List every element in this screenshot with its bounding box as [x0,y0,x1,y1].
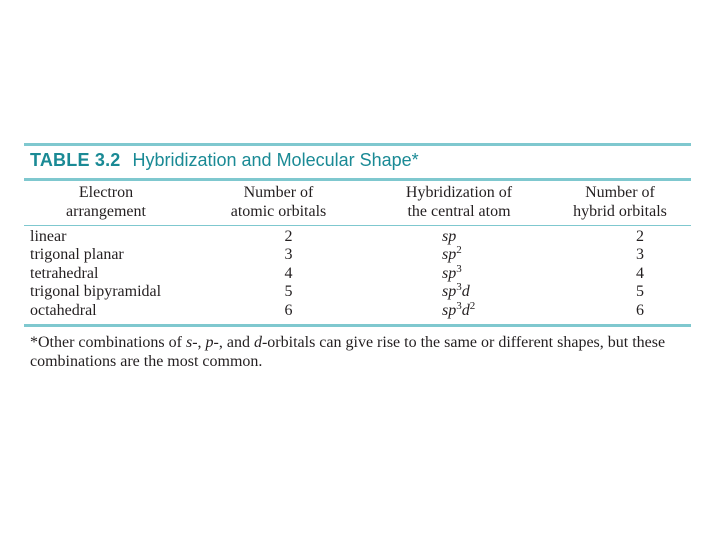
table-block [24,143,691,371]
table-label: TABLE 3.2 [30,150,121,170]
table-row [24,228,691,246]
cell-hybrid: 4 [636,264,644,282]
table-row [24,262,691,283]
cell-hybrid: 5 [636,283,644,301]
cell-hybridization: $sp^3$ [442,262,462,282]
table-body [24,226,691,320]
table-row [24,299,691,320]
header-hybrid-orbitals: Number of hybrid orbitals [573,184,667,220]
header-hybridization: Hybridization of the central atom [405,184,513,220]
cell-arrangement: trigonal planar [30,246,124,264]
cell-hybridization: $sp^3d^2$ [442,299,476,319]
cell-hybridization: sp [442,228,457,245]
table-footnote: *Other combinations of s-, p-, and d-orbitals can give rise to the same or different shapes, but these combinations are the most common. [30,333,666,370]
table-title: Hybridization and Molecular Shape* [132,150,419,170]
cell-arrangement: tetrahedral [30,264,99,282]
cell-atomic: 5 [284,283,293,301]
cell-hybridization: $sp^2$ [442,244,462,264]
cell-atomic: 4 [284,264,293,282]
cell-hybrid: 2 [636,228,644,245]
cell-hybrid: 3 [636,246,644,264]
cell-atomic: 3 [284,246,293,264]
table-row [24,283,691,301]
cell-atomic: 2 [284,228,293,245]
header-electron-arrangement: Electron arrangement [66,184,146,220]
cell-hybridization: $sp^3d$ [442,281,470,301]
table-title-row [24,146,691,178]
cell-arrangement: trigonal bipyramidal [30,283,162,301]
header-atomic-orbitals: Number of atomic orbitals [230,184,327,220]
cell-arrangement: linear [30,228,67,245]
header-row [24,181,691,225]
cell-hybrid: 6 [636,301,644,319]
cell-atomic: 6 [284,301,293,319]
table-row [24,246,691,264]
cell-arrangement: octahedral [30,301,97,319]
